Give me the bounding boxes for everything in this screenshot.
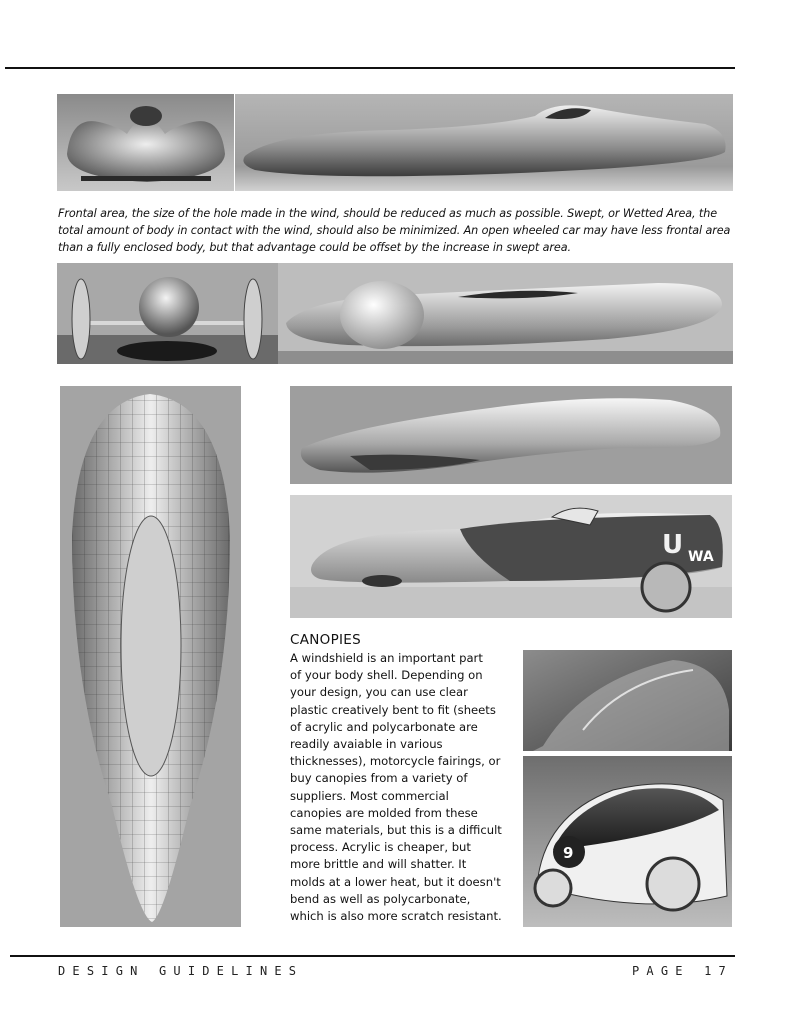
body-line: bend as well as polycarbonate, bbox=[290, 891, 471, 906]
photo-canopy-car-front bbox=[523, 756, 732, 927]
body-line: A windshield is an important part bbox=[290, 651, 483, 665]
photo-streamliner-front bbox=[57, 94, 234, 191]
photo-streamliner-side bbox=[235, 94, 733, 191]
photo-teardrop-top-view bbox=[60, 386, 241, 927]
body-line: of acrylic and polycarbonate are bbox=[290, 719, 478, 734]
body-line: molds at a lower heat, but it doesn't bbox=[290, 874, 501, 889]
footer-title: DESIGN GUIDELINES bbox=[58, 964, 304, 978]
body-line: process. Acrylic is cheaper, but bbox=[290, 840, 471, 855]
body-line: readily avaiable in various bbox=[290, 737, 443, 752]
car-number-wa: WA bbox=[688, 549, 714, 565]
car-number-9: 9 bbox=[563, 844, 574, 862]
footer-page-number: PAGE 17 bbox=[632, 964, 733, 978]
frontal-area-caption: Frontal area, the size of the hole made in the wind, should be reduced as much as possible. Swept, or Wetted Area, the total amount of body in contact with the wind, should also be minimized. An open wheeled car may have less frontal area than a fully enclosed body, but that advantage could be offset by the increase in swept area. bbox=[58, 207, 731, 254]
body-line: canopies are molded from these bbox=[290, 805, 478, 820]
header-rule bbox=[5, 67, 735, 69]
body-line: more brittle and will shatter. It bbox=[290, 857, 467, 872]
footer-rule bbox=[10, 955, 735, 957]
body-line: same materials, but this is a difficult bbox=[290, 823, 502, 838]
photo-car-side-canopy bbox=[290, 495, 732, 618]
photo-canopy-closeup bbox=[523, 650, 732, 751]
body-line: buy canopies from a variety of bbox=[290, 771, 468, 786]
section-title-canopies: CANOPIES bbox=[290, 632, 362, 648]
canopies-body-text bbox=[290, 650, 522, 925]
body-line: plastic creatively bent to fit (sheets bbox=[290, 702, 496, 717]
car-number-u: U bbox=[662, 530, 684, 560]
body-line: suppliers. Most commercial bbox=[290, 788, 449, 803]
body-line: which is also more scratch resistant. bbox=[290, 909, 502, 924]
body-line: of your body shell. Depending on bbox=[290, 668, 483, 683]
photo-open-wheel-side bbox=[278, 263, 733, 364]
body-line: your design, you can use clear bbox=[290, 685, 468, 700]
body-line: thicknesses), motorcycle fairings, or bbox=[290, 754, 501, 769]
photo-shell-side-render bbox=[290, 386, 732, 484]
photo-open-wheel-front bbox=[57, 263, 278, 364]
